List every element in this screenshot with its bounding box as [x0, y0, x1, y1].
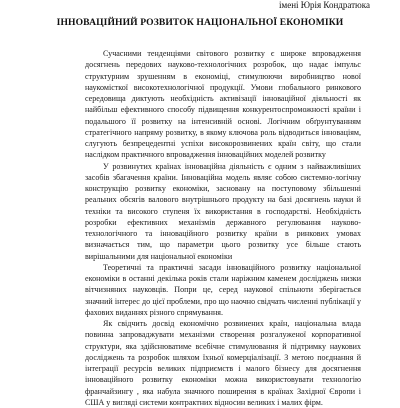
document-body: [85, 48, 361, 408]
paragraph-1: Сучасними тенденціями світового розвитку є широке впровадження досягнень передових науково-технологічних розробок, що надає імпульс структурним зрушенням в економіці, стимулюючи виробництво нової наукомісткої високотехнологічної продукції. Умови глобального ринкового середовища диктують необхідність активізації інноваційної діяльності як найбільш ефективного способу підвищення конкурентоспроможності країни і подальшого її розвитку на інтенсивній основі. Логічним обґрунтуванням стратегічного напряму розвитку, в якому ключова роль відводиться інноваціям, слугують безпрецедентні успіхи високорозвинених країн світу, що стали наслідком практичного впровадження інноваційних моделей розвитку: [85, 49, 361, 160]
paragraph-2: У розвинутих країнах інноваційна діяльність є одним з найважливіших засобів збагачення країни. Інноваційна модель являє собою системно-логічну конструкцію розвитку економіки, засновану на поступовому збільшенні реальних обсягів валового внутрішнього продукту на базі досягнень науки й техніки та високого ступеня їх використання в господарстві. Необхідність розробки ефективних механізмів державного регулювання науково-технологічного та інноваційного розвитку країни в ринкових умовах визначається тим, що параметри цього розвитку усе більше стають вирішальними для національної економіки: [85, 161, 361, 261]
paragraph-3: Теоретичні та практичні засади інноваційного розвитку національної економіки в останні декілька років стали наріжним каменем досліджень низки вітчизняних науковців. Попри це, серед наукової спільноти зберігається значний інтерес до цієї проблеми, про що наочно свідчать численні публікації у фахових виданнях різного спрямування.: [85, 262, 361, 317]
paragraph-4: Як свідчить досвід економічно розвинених країн, національна влада повинна запроваджувати механізми створення розгалуженої корпоративної структури, яка здійснюватиме всебічне стимулювання й підтримку наукових досліджень та розробок шляхом їхньої комерціалізації. З метою поєднання й інтеграції ресурсів великих підприємств і малого бізнесу для досягнення інноваційного розвитку економіки можна використовувати технологію франчайзингу , яка набула значного поширення в країнах Західної Європи і США у вигляді системи контрактних відносин великих і малих фірм.: [85, 319, 361, 407]
document-title: ІННОВАЦІЙНИЙ РОЗВИТОК НАЦІОНАЛЬНОЇ ЕКОНОМІКИ: [56, 17, 344, 28]
running-header: імені Юрія Кондратюка: [279, 0, 370, 10]
